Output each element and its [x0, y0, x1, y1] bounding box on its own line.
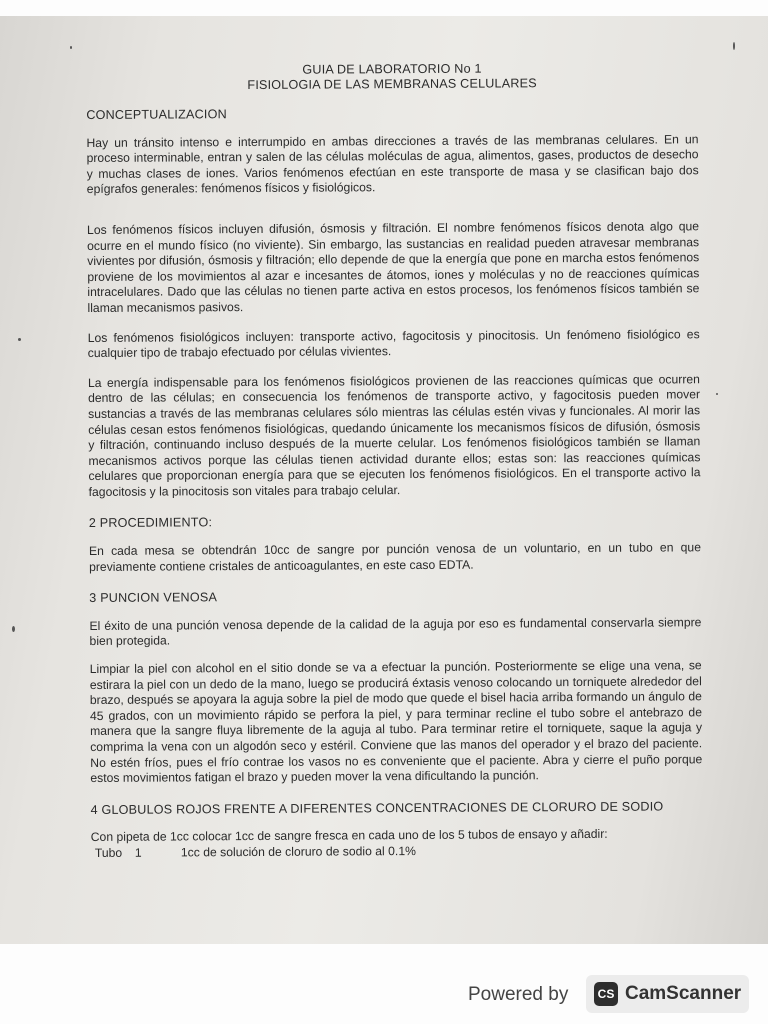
tube-label: Tubo	[94, 845, 123, 860]
title-line-2: FISIOLOGIA DE LAS MEMBRANAS CELULARES	[247, 75, 537, 92]
paragraph-physical-phenomena: Los fenómenos físicos incluyen difusión, ósmosis y filtración. El nombre fenómenos físicos denota algo que ocurre en el mundo físico (no viviente). Sin embargo, las sustancias en realidad pueden atravesar membranas vivientes por difusión, ósmosis y filtración; ello depende de que la energía que pone en marcha estos fenómenos proviene de los movimientos al azar e incesantes de átomos, iones y moléculas y no de reacciones químicas intracelulares. Dado que las células no tienen parte activa en estos procesos, los fenómenos físicos también se llaman mecanismos pasivos.	[86, 219, 700, 315]
camscanner-logo-icon: CS	[594, 982, 618, 1006]
paragraph-needle: El éxito de una punción venosa depende de la calidad de la aguja por eso es fundamental conservarla siempre bien protegida.	[89, 615, 702, 649]
paragraph-physiological-phenomena: Los fenómenos fisiológicos incluyen: transporte activo, fagocitosis y pinocitosis. Un fenómeno fisiológico es cualquier tipo de trabajo efectuado por células vivientes.	[87, 326, 700, 361]
scanned-page	[0, 16, 768, 944]
tube-number: 1	[134, 845, 142, 860]
tube-row	[91, 842, 703, 861]
paragraph-venipuncture-steps: Limpiar la piel con alcohol en el sitio donde se va a efectuar la punción. Posteriormente se elige una vena, se estirara la piel con un dedo de la mano, luego se producirá éxtasis venoso colocando un torniquete alrededor del brazo, después se apoyara la aguja sobre la piel de modo que quede el bisel hacia arriba formando un ángulo de 45 grados, con un movimiento rápido se perfora la piel, y para terminar recline el tubo sobre el antebrazo de manera que la sangre fluya libremente de la aguja al tubo. Para terminar retire el torniquete, saque la aguja y comprima la vena con un algodón seco y estéril. Conviene que las manos del operador y el brazo del paciente. No estén fríos, pues el frío contrae los vasos no es conveniente que el paciente. Abra y cierre el puño porque estos movimientos fatigan el brazo y pueden mover la vena dificultando la punción.	[89, 658, 703, 786]
scan-speck	[716, 393, 718, 395]
tube-description: 1cc de solución de cloruro de sodio al 0.1%	[180, 843, 416, 860]
powered-by-text: Powered by	[468, 984, 569, 1005]
section-heading-globulos-rojos: 4 GLOBULOS ROJOS FRENTE A DIFERENTES CONCENTRACIONES DE CLORURO DE SODIO	[90, 799, 664, 817]
paragraph-pipette: Con pipeta de 1cc colocar 1cc de sangre fresca en cada uno de los 5 tubos de ensayo y añadir:	[90, 827, 608, 845]
title-line-1: GUIA DE LABORATORIO No 1	[302, 61, 482, 77]
document-body	[86, 60, 703, 861]
section-heading-conceptualizacion: CONCEPTUALIZACION	[86, 107, 227, 122]
paragraph-procedure: En cada mesa se obtendrán 10cc de sangre por punción venosa de un voluntario, en un tubo en que previamente contiene cristales de anticoagulantes, en este caso EDTA.	[88, 540, 702, 574]
camscanner-badge[interactable]	[586, 975, 749, 1013]
document-title	[86, 60, 698, 93]
paragraph-energy: La energía indispensable para los fenómenos fisiológicos provienen de las reacciones químicas que ocurren dentro de las células; en consecuencia los fenómenos de transporte activo, y fagocitosis pueden mover sustancias a través de las membranas celulares sólo mientras las células estén vivas y funcionales. Al morir las células cesan estos fenómenos fisiológicas, quedando únicamente los mecanismos físicos de difusión, ósmosis y filtración, continuando incluso después de la muerte celular. Los fenómenos fisiológicos también se llaman mecanismos activos porque las células tienen actividad durante ellos; estas son: las reacciones químicas celulares que proporcionan energía para que se ejecuten los fenómenos fisiológicos. En el transporte activo la fagocitosis y la pinocitosis son vitales para trabajo celular.	[87, 371, 701, 499]
section-heading-puncion-venosa: 3 PUNCION VENOSA	[89, 590, 218, 606]
scan-speck	[733, 42, 735, 50]
paragraph-transit: Hay un tránsito intenso e interrumpido en ambas direcciones a través de las membranas celulares. En un proceso interminable, entran y salen de las células moléculas de agua, alimentos, gases, productos de desecho y muchas clases de iones. Varios fenómenos efectúan en este transporte de masa y se clasifican bajo dos epígrafos generales: fenómenos físicos y fisiológicos.	[86, 131, 699, 197]
scan-speck	[12, 626, 15, 632]
scan-speck	[70, 46, 72, 49]
section-heading-procedimiento: 2 PROCEDIMIENTO:	[88, 515, 213, 531]
camscanner-brand-name: CamScanner	[625, 983, 742, 1004]
scan-speck	[18, 338, 21, 341]
